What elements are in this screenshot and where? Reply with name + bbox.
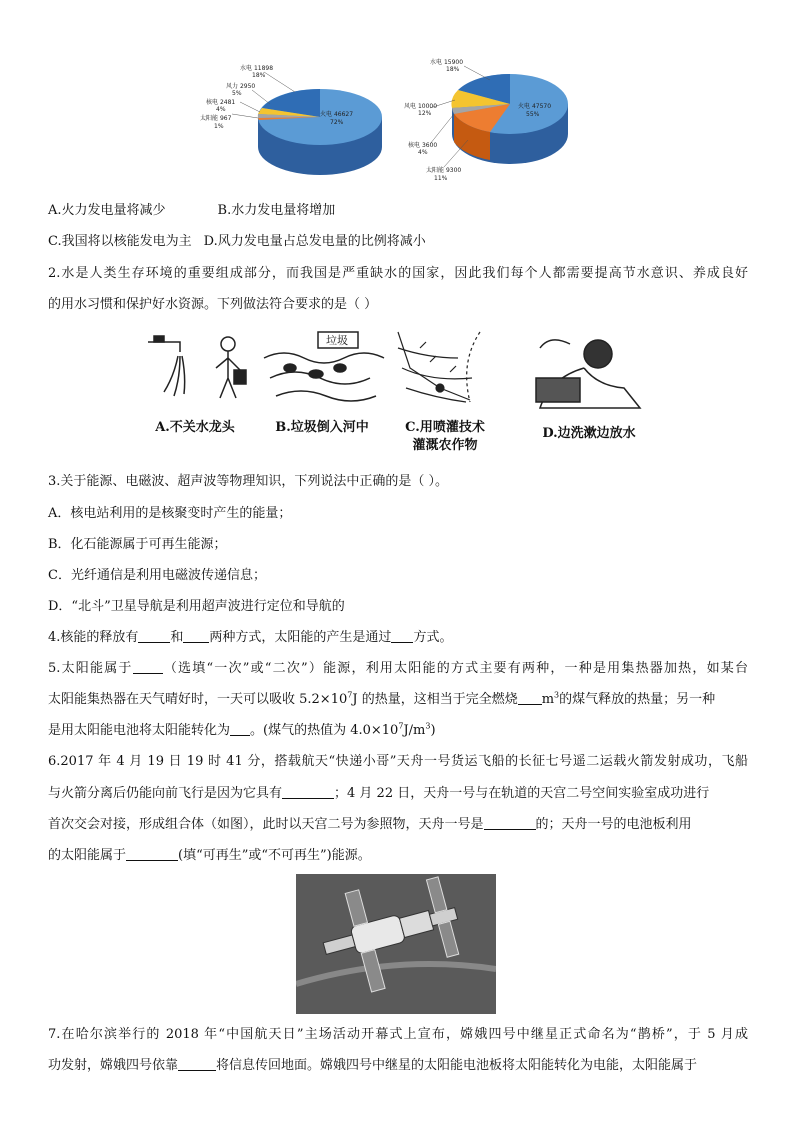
q3-option-d: D．“北斗”卫星导航是利用超声波进行定位和导航的 [48,599,345,614]
q6-blank-1[interactable] [282,784,334,799]
left-label-solar-pct: 1% [214,123,224,130]
left-label-hydro: 水电 11898 [240,65,274,72]
q2-caption-a: A.不关水龙头 [155,420,235,435]
q2-stem-line-2: 的用水习惯和保护好水资源。下列做法符合要求的是（ ） [48,297,378,312]
q5-blank-2[interactable] [518,690,542,705]
q5-line-2: 太阳能集热器在天气晴好时，一天可以吸收 $5.2\times 10^7J$ 的热量，这相当于完全燃烧 $m^3$的煤气释放的热量；另一种 [48,690,716,707]
q7-line-1: 7.在哈尔滨举行的 2018 年“中国航天日”主场活动开幕式上宣布，嫦娥四号中继星正式命名为“鹊桥”，于 5 月成 [48,1027,748,1042]
left-label-hydro-pct: 18% [252,72,266,79]
q5-line-3: 是用太阳能电池将太阳能转化为 。(煤气的热值为 $4.0\times 10^7J/m^3$) [48,721,436,738]
right-label-solar-pct: 11% [434,175,448,182]
q2-illustrations [140,328,660,418]
q6-blank-2[interactable] [484,815,536,830]
right-pie-chart [404,58,568,182]
left-label-nuclear-pct: 4% [216,106,226,113]
right-label-thermal-pct: 55% [526,111,540,118]
q2-caption-b: B.垃圾倒入河中 [275,420,369,435]
q1-option-a: A.火力发电量将减少 [48,203,166,218]
right-label-wind-pct: 12% [418,110,432,117]
q5-blank-1[interactable] [133,659,163,674]
q6-line-2: 与火箭分离后仍能向前飞行是因为它具有 ；4 月 22 日，天舟一号与在轨道的天宫二号空间实验室成功进行 [48,786,710,801]
q2-illustration-d [536,340,640,408]
q7-blank-1[interactable] [178,1056,216,1071]
q2-caption-d: D.边洗漱边放水 [542,426,636,441]
left-pie-chart [200,64,382,175]
right-label-solar: 太阳能 9300 [426,167,462,174]
q5-blank-3[interactable] [230,721,250,736]
q4-blank-3[interactable] [391,628,413,643]
q1-options-row-2 [48,232,748,252]
pie-charts-figure [200,52,580,187]
q7-line-2: 功发射，嫦娥四号依靠 将信息传回地面。嫦娥四号中继星的太阳能电池板将太阳能转化为电能，太阳能属于 [48,1058,698,1073]
right-label-thermal: 火电 47570 [518,103,552,110]
q2-caption-c-2: 灌溉农作物 [412,438,478,453]
left-label-wind: 风力 2950 [226,83,256,90]
q4-blank-1[interactable] [138,628,170,643]
q2-illustration-a [148,336,246,398]
q5-line-1: 5.太阳能属于 （选填“一次”或“二次”）能源，利用太阳能的方式主要有两种，一种是用集热器加热，如某台 [48,661,749,676]
right-label-hydro: 水电 15900 [430,59,464,66]
q1-option-d: D.风力发电量占总发电量的比例将减小 [203,234,426,249]
q2-stem-line-1: 2.水是人类生存环境的重要组成部分，而我国是严重缺水的国家，因此我们每个人都需要提高节水意识、养成良好 [48,266,748,281]
q3-option-c: C．光纤通信是利用电磁波传递信息； [48,568,266,583]
right-label-nuclear: 核电 3600 [408,142,438,149]
spacecraft-photo [296,874,496,1014]
left-label-solar: 太阳能 967 [200,115,232,122]
q6-line-4: 的太阳能属于 (填“可再生”或“不可再生”)能源。 [48,848,371,863]
q4-blank-2[interactable] [183,628,209,643]
right-label-nuclear-pct: 4% [418,149,428,156]
q2-illustration-b [264,332,384,401]
q3-option-b: B．化石能源属于可再生能源； [48,537,227,552]
q1-option-b: B.水力发电量将增加 [217,203,336,218]
q1-option-c: C.我国将以核能发电为主 [48,234,192,249]
q2-illustration-c [398,332,480,402]
left-label-thermal: 火电 46627 [320,111,354,118]
q3-option-a: A．核电站利用的是核聚变时产生的能量； [48,506,292,521]
q1-options-row-1 [48,201,748,221]
q2-sign-text: 垃圾 [326,334,348,347]
right-label-hydro-pct: 18% [446,66,460,73]
q4-stem: 4.核能的释放有 和 两种方式，太阳能的产生是通过 方式。 [48,630,453,645]
q6-line-3: 首次交会对接，形成组合体（如图），此时以天宫二号为参照物，天舟一号是 的；天舟一号的电池板利用 [48,817,692,832]
q2-caption-c-1: C.用喷灌技术 [405,420,485,435]
q3-stem: 3.关于能源、电磁波、超声波等物理知识，下列说法中正确的是（ ）。 [48,474,449,489]
q6-blank-3[interactable] [126,846,178,861]
q6-line-1: 6.2017 年 4 月 19 日 19 时 41 分，搭载航天“快递小哥”天舟一号货运飞船的长征七号遥二运载火箭发射成功，飞船 [48,754,748,769]
left-label-thermal-pct: 72% [330,119,344,126]
left-label-nuclear: 核电 2481 [206,99,236,106]
right-label-wind: 风电 10000 [404,103,438,110]
left-label-wind-pct: 5% [232,90,242,97]
